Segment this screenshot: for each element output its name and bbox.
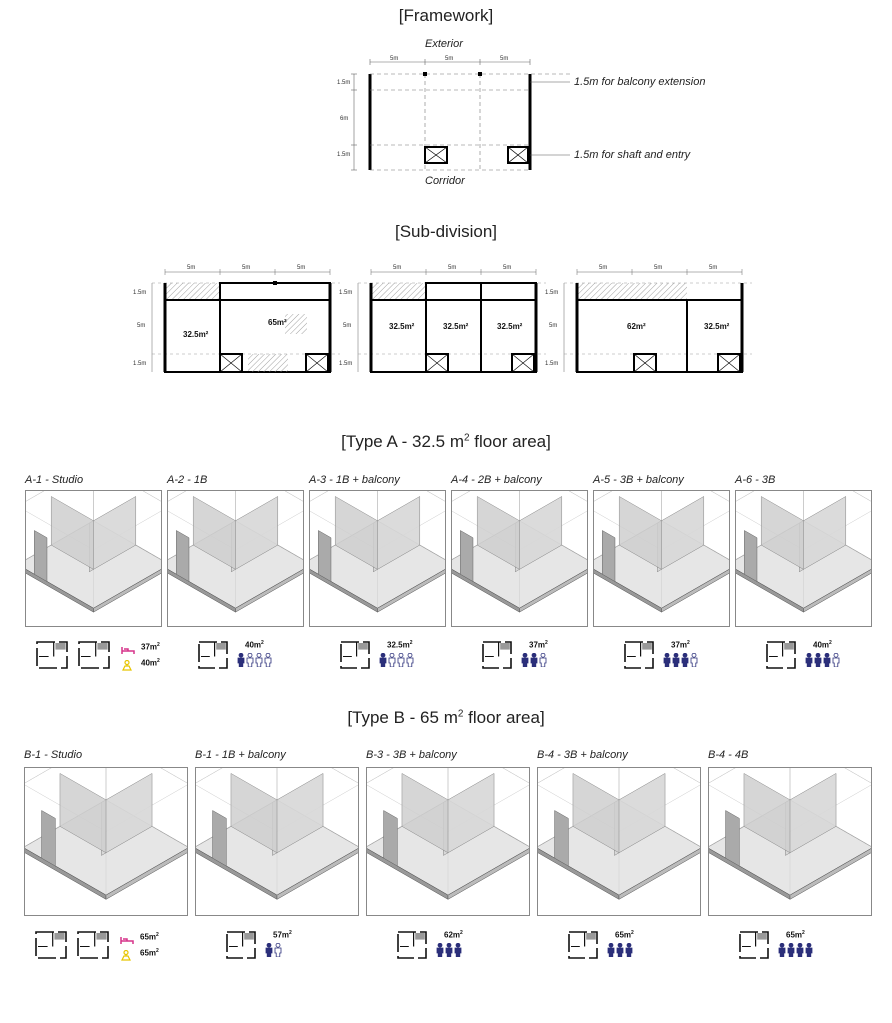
sub1-area-2: 65m² (268, 318, 287, 327)
type-b-label-3: B-3 - 3B + balcony (366, 749, 457, 761)
exterior-label: Exterior (425, 38, 463, 50)
person-icon (530, 653, 538, 672)
type-b-area-1-2: $65m^2$ (140, 948, 159, 958)
type-b-floorplan-2 (225, 930, 257, 965)
person-icon (255, 653, 263, 672)
sub1-dim-left-2: 5m (137, 323, 146, 329)
type-b-floorplan-3 (396, 930, 428, 965)
type-b-label-4: B-4 - 3B + balcony (537, 749, 628, 761)
person-icon (778, 943, 786, 962)
subdivision-plan-3 (542, 262, 752, 377)
type-a-axonometric-4 (451, 490, 588, 627)
sub1-dim-top-1: 5m (187, 265, 196, 271)
type-b-label-5: B-4 - 4B (708, 749, 749, 761)
type-a-floorplan-5 (623, 640, 655, 675)
sub2-dim-left-1: 1.5m (339, 290, 353, 296)
type-a-floorplan-1 (35, 640, 69, 675)
sub2-area-1: 32.5m² (389, 322, 415, 331)
sub3-dim-top-2: 5m (654, 265, 663, 271)
person-icon (539, 653, 547, 672)
sub2-dim-left-3: 1.5m (339, 361, 353, 367)
type-a-area-1-1: $37m^2$ (141, 642, 160, 652)
person-icon (607, 943, 615, 962)
person-icon (823, 653, 831, 672)
sub1-dim-top-2: 5m (242, 265, 251, 271)
person-icon (406, 653, 414, 672)
type-a-floorplan-6 (765, 640, 797, 675)
type-a-label-5: A-5 - 3B + balcony (593, 474, 684, 486)
person-icon (274, 943, 282, 962)
type-a-area-4: $37m^2$ (529, 640, 548, 650)
person-icon (787, 943, 795, 962)
desk-lamp-icon (120, 948, 132, 966)
type-a-title: [Type A - 32.5 $m^2$ floor area] (341, 432, 551, 451)
person-icon (237, 653, 245, 672)
type-a-floorplan-1 (77, 640, 111, 675)
type-b-label-2: B-1 - 1B + balcony (195, 749, 286, 761)
type-a-area-1-2: $40m^2$ (141, 658, 160, 668)
sub3-area-2: 32.5m² (704, 322, 730, 331)
person-icon (672, 653, 680, 672)
type-a-label-6: A-6 - 3B (735, 474, 776, 486)
type-a-area-5: $37m^2$ (671, 640, 690, 650)
dim-top-2: 5m (445, 56, 454, 62)
person-icon (454, 943, 462, 962)
type-b-axonometric-4 (537, 767, 701, 916)
type-a-area-3: $32.5m^2$ (387, 640, 413, 650)
sub2-dim-top-1: 5m (393, 265, 402, 271)
person-icon (663, 653, 671, 672)
type-a-axonometric-3 (309, 490, 446, 627)
person-icon (397, 653, 405, 672)
sub2-dim-top-2: 5m (448, 265, 457, 271)
type-a-axonometric-2 (167, 490, 304, 627)
type-a-axonometric-5 (593, 490, 730, 627)
type-b-area-2: $57m^2$ (273, 930, 292, 940)
person-icon (521, 653, 529, 672)
person-icon (832, 653, 840, 672)
note-shaft: 1.5m for shaft and entry (574, 149, 691, 161)
type-b-title: [Type B - 65 $m^2$ floor area] (347, 708, 545, 727)
sub1-dim-left-3: 1.5m (133, 361, 147, 367)
person-icon (379, 653, 387, 672)
subdivision-title: [Sub-division] (394, 222, 498, 241)
dim-left-2: 6m (340, 116, 349, 122)
dim-left-3: 1.5m (337, 152, 351, 158)
sub2-area-2: 32.5m² (443, 322, 469, 331)
person-icon (814, 653, 822, 672)
sub3-dim-top-1: 5m (599, 265, 608, 271)
type-a-label-3: A-3 - 1B + balcony (309, 474, 400, 486)
person-icon (805, 943, 813, 962)
type-a-label-1: A-1 - Studio (25, 474, 84, 486)
sub2-dim-left-2: 5m (343, 323, 352, 329)
type-b-axonometric-3 (366, 767, 530, 916)
sub2-area-3: 32.5m² (497, 322, 523, 331)
type-a-floorplan-3 (339, 640, 371, 675)
type-a-floorplan-4 (481, 640, 513, 675)
type-a-area-2: $40m^2$ (245, 640, 264, 650)
type-a-label-2: A-2 - 1B (167, 474, 208, 486)
framework-plan (330, 52, 570, 177)
type-b-floorplan-4 (567, 930, 599, 965)
type-b-area-3: $62m^2$ (444, 930, 463, 940)
corridor-label: Corridor (425, 175, 465, 187)
type-a-label-4: A-4 - 2B + balcony (451, 474, 542, 486)
person-icon (796, 943, 804, 962)
type-a-axonometric-1 (25, 490, 162, 627)
subdivision-plan-2 (336, 262, 546, 377)
sub1-dim-top-3: 5m (297, 265, 306, 271)
person-icon (388, 653, 396, 672)
person-icon (445, 943, 453, 962)
person-icon (265, 943, 273, 962)
person-icon (805, 653, 813, 672)
type-a-floorplan-2 (197, 640, 229, 675)
type-b-floorplan-1 (34, 930, 68, 965)
type-b-area-1-1: $65m^2$ (140, 932, 159, 942)
sub3-dim-left-2: 5m (549, 323, 558, 329)
framework-title: [Framework] (398, 6, 494, 25)
dim-top-3: 5m (500, 56, 509, 62)
person-icon (436, 943, 444, 962)
sub3-dim-left-3: 1.5m (545, 361, 559, 367)
type-b-axonometric-5 (708, 767, 872, 916)
type-a-axonometric-6 (735, 490, 872, 627)
person-icon (625, 943, 633, 962)
person-icon (616, 943, 624, 962)
type-a-area-6: $40m^2$ (813, 640, 832, 650)
type-b-floorplan-5 (738, 930, 770, 965)
sub3-dim-left-1: 1.5m (545, 290, 559, 296)
sub1-dim-left-1: 1.5m (133, 290, 147, 296)
sub2-dim-top-3: 5m (503, 265, 512, 271)
sub3-area-1: 62m² (627, 322, 646, 331)
subdivision-plan-1 (130, 262, 340, 377)
type-b-floorplan-1 (76, 930, 110, 965)
dim-left-1: 1.5m (337, 80, 351, 86)
person-icon (264, 653, 272, 672)
type-b-axonometric-2 (195, 767, 359, 916)
sub1-area-1: 32.5m² (183, 330, 209, 339)
person-icon (690, 653, 698, 672)
sub3-dim-top-3: 5m (709, 265, 718, 271)
desk-lamp-icon (121, 658, 133, 676)
dim-top-1: 5m (390, 56, 399, 62)
type-b-area-4: $65m^2$ (615, 930, 634, 940)
note-balcony: 1.5m for balcony extension (574, 76, 706, 88)
person-icon (681, 653, 689, 672)
type-b-axonometric-1 (24, 767, 188, 916)
type-b-area-5: $65m^2$ (786, 930, 805, 940)
type-b-label-1: B-1 - Studio (24, 749, 83, 761)
person-icon (246, 653, 254, 672)
